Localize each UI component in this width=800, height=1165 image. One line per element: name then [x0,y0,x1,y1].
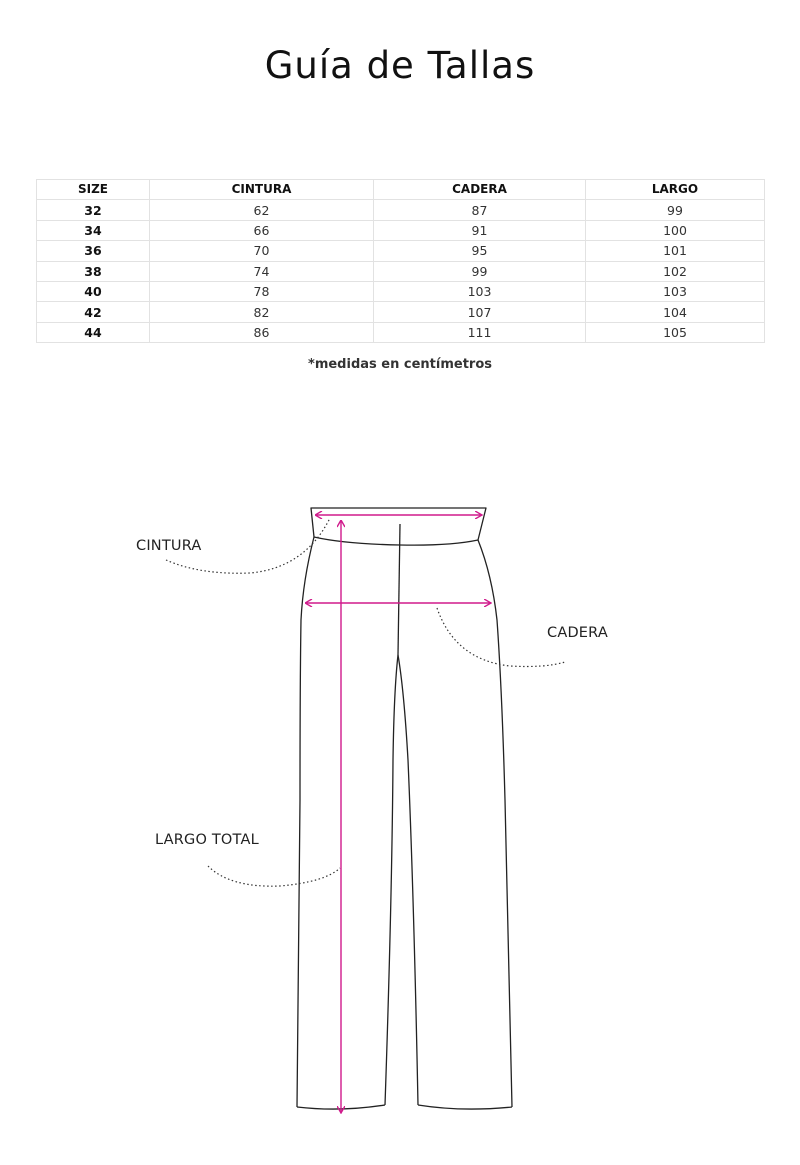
cadera-cell: 107 [374,302,586,322]
size-cell: 38 [37,261,150,281]
waistband [311,508,486,545]
cintura-cell: 66 [150,220,374,240]
column-header-size: SIZE [37,180,150,200]
largo-cell: 102 [586,261,765,281]
page-title: Guía de Tallas [264,44,536,87]
cintura-cell: 70 [150,241,374,261]
right-leg-hem [418,1105,512,1109]
cintura-cell: 78 [150,281,374,301]
pants-outline [297,508,512,1109]
largo-cell: 105 [586,322,765,342]
cadera-cell: 91 [374,220,586,240]
cintura-cell: 86 [150,322,374,342]
cadera-cell: 95 [374,241,586,261]
largo-cell: 101 [586,241,765,261]
cadera-cell: 103 [374,281,586,301]
cadera-cell: 99 [374,261,586,281]
size-cell: 32 [37,200,150,220]
right-leg-outer [478,540,512,1107]
left-leg-outer [297,537,314,1107]
size-cell: 44 [37,322,150,342]
center-seam [398,524,400,655]
size-cell: 36 [37,241,150,261]
column-header-largo: LARGO [586,180,765,200]
left-leg-inner [385,655,398,1105]
largo-cell: 99 [586,200,765,220]
measurement-note: *medidas en centímetros [308,357,492,372]
cintura-cell: 82 [150,302,374,322]
largo-cell: 103 [586,281,765,301]
right-leg-inner [398,655,418,1105]
cadera-label: CADERA [547,625,608,641]
size-cell: 40 [37,281,150,301]
cadera-cell: 111 [374,322,586,342]
cintura-cell: 62 [150,200,374,220]
cadera-leader [437,608,565,667]
largo-leader [208,866,340,886]
size-cell: 42 [37,302,150,322]
largo-cell: 104 [586,302,765,322]
largo-total-label: LARGO TOTAL [155,832,259,848]
size-cell: 34 [37,220,150,240]
measurement-lines [306,515,490,1112]
cintura-cell: 74 [150,261,374,281]
column-header-cintura: CINTURA [150,180,374,200]
column-header-cadera: CADERA [374,180,586,200]
cintura-label: CINTURA [136,538,202,554]
largo-cell: 100 [586,220,765,240]
cadera-cell: 87 [374,200,586,220]
